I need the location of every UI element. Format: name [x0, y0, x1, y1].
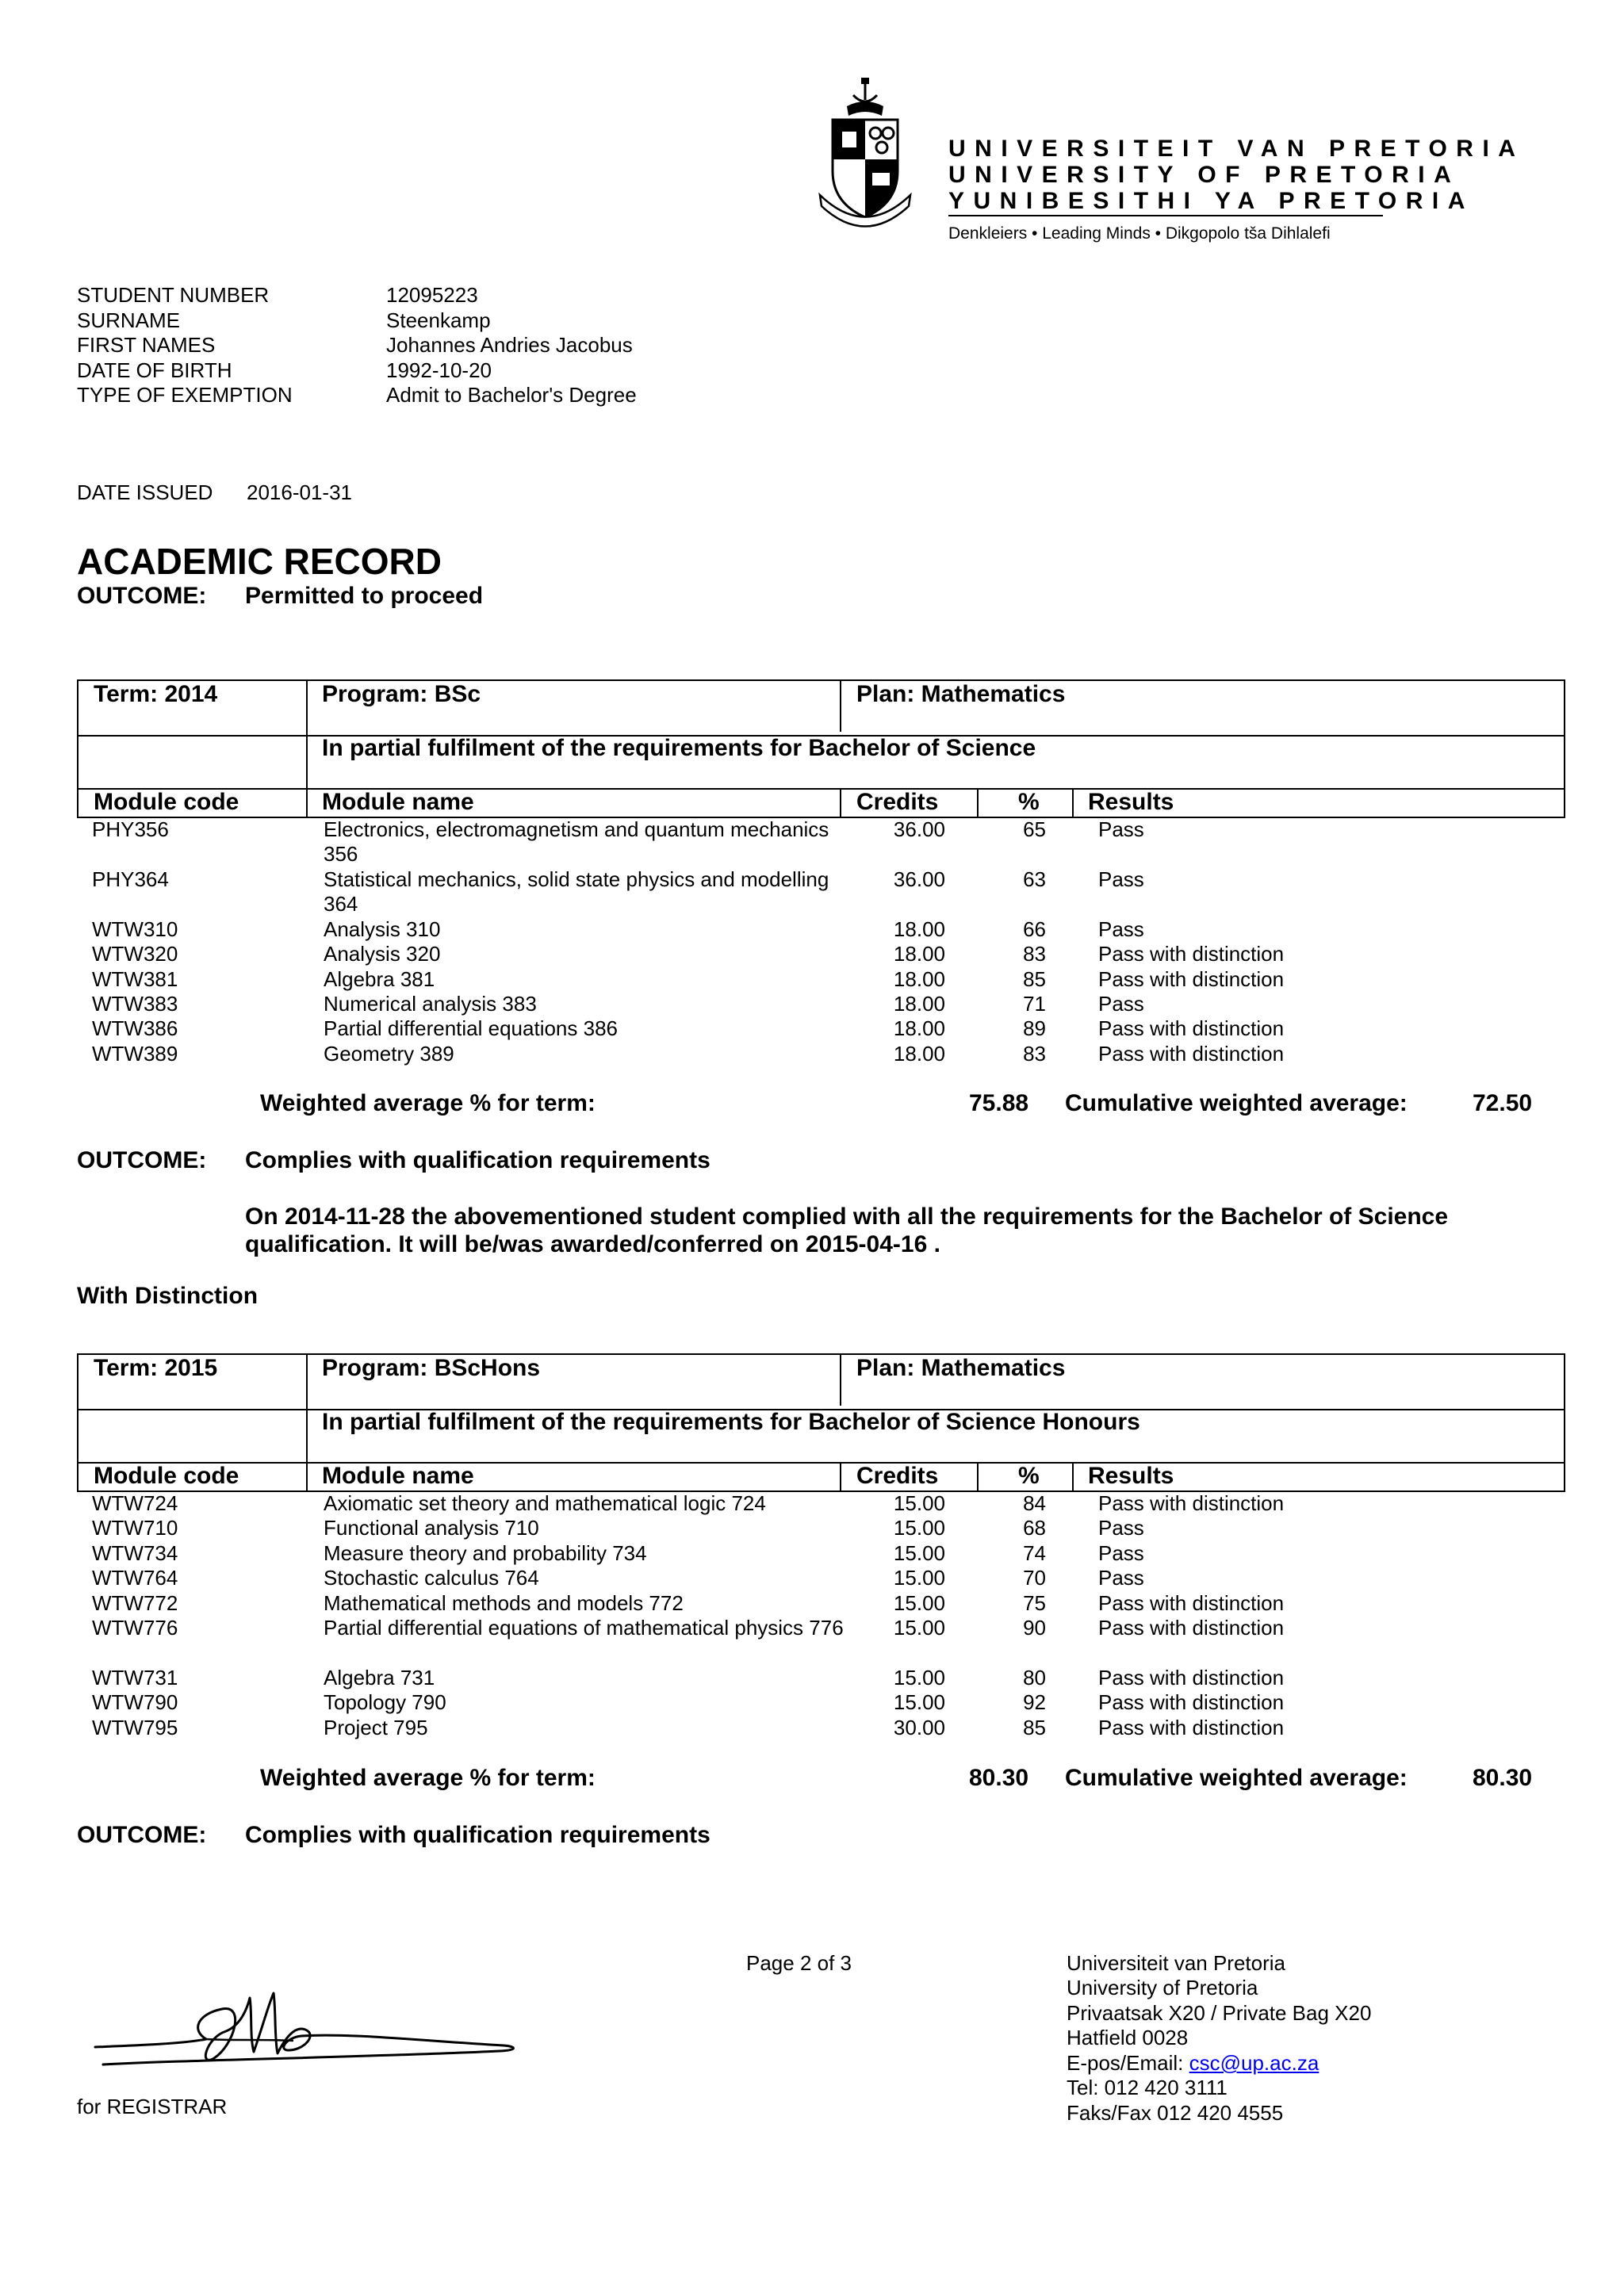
column-divider: [306, 681, 308, 817]
column-header-module-code: Module code: [94, 1463, 239, 1489]
column-divider: [1072, 1462, 1074, 1490]
column-header-results: Results: [1088, 789, 1174, 815]
address-line: Hatfield 0028: [1067, 2026, 1189, 2049]
module-result: Pass: [1098, 1541, 1144, 1565]
column-divider: [840, 1355, 841, 1406]
cumulative-average-label: Cumulative weighted average:: [1065, 1765, 1408, 1791]
module-percent: 63: [1023, 867, 1046, 891]
module-code: WTW386: [92, 1016, 178, 1040]
university-name-english: UNIVERSITY OF PRETORIA: [948, 162, 1461, 188]
date-of-birth-value: 1992-10-20: [386, 358, 492, 382]
term-row-border: [79, 1355, 1564, 1410]
distinction-note: With Distinction: [77, 1283, 259, 1309]
module-percent: 75: [1023, 1591, 1046, 1615]
module-credits: 15.00: [893, 1616, 945, 1640]
module-percent: 89: [1023, 1016, 1046, 1040]
module-code: WTW776: [92, 1616, 178, 1640]
module-percent: 92: [1023, 1690, 1046, 1714]
module-percent: 71: [1023, 992, 1046, 1016]
column-header-credits: Credits: [856, 1463, 939, 1489]
module-code: WTW734: [92, 1541, 178, 1565]
module-credits: 18.00: [893, 1016, 945, 1040]
module-credits: 15.00: [893, 1541, 945, 1565]
module-code: WTW310: [92, 917, 178, 941]
column-divider: [840, 788, 841, 817]
module-result: Pass with distinction: [1098, 1690, 1285, 1714]
university-crest-logo: [815, 76, 915, 235]
student-number-label: STUDENT NUMBER: [77, 283, 270, 307]
plan-label: Plan: Mathematics: [856, 681, 1066, 707]
address-line: Privaatsak X20 / Private Bag X20: [1067, 2001, 1372, 2025]
column-divider: [306, 1355, 308, 1490]
module-credits: 15.00: [893, 1666, 945, 1689]
module-percent: 65: [1023, 817, 1046, 841]
registrar-signature: [87, 1982, 531, 2085]
module-percent: 83: [1023, 942, 1046, 966]
module-credits: 18.00: [893, 967, 945, 991]
email-row: [1067, 2050, 1319, 2076]
address-line: University of Pretoria: [1067, 1976, 1258, 1999]
header-rule: [948, 215, 1383, 216]
module-credits: 18.00: [893, 917, 945, 941]
cumulative-average-value: 80.30: [1473, 1765, 1533, 1791]
module-result: Pass: [1098, 867, 1144, 891]
column-header-percent: %: [1018, 1463, 1040, 1489]
term-outcome-label: OUTCOME:: [77, 1822, 207, 1848]
date-of-birth-label: DATE OF BIRTH: [77, 358, 232, 382]
module-percent: 85: [1023, 1716, 1046, 1739]
module-percent: 83: [1023, 1042, 1046, 1066]
fax: Faks/Fax 012 420 4555: [1067, 2101, 1284, 2125]
module-result: Pass: [1098, 917, 1144, 941]
fulfilment-text: In partial fulfilment of the requirements for Bachelor of Science: [322, 735, 1036, 761]
weighted-average-value: 75.88: [969, 1090, 1029, 1116]
date-issued-value: 2016-01-31: [247, 480, 352, 504]
module-name: Electronics, electromagnetism and quantum mechanics 356: [324, 817, 829, 866]
module-code: WTW710: [92, 1516, 178, 1540]
module-result: Pass: [1098, 817, 1144, 841]
module-result: Pass with distinction: [1098, 1042, 1285, 1066]
module-name: Partial differential equations of mathematical physics 776: [324, 1616, 844, 1640]
module-code: WTW731: [92, 1666, 178, 1689]
module-result: Pass with distinction: [1098, 1716, 1285, 1739]
record-outcome-value: Permitted to proceed: [245, 583, 484, 609]
module-result: Pass with distinction: [1098, 1591, 1285, 1615]
university-tagline: Denkleiers • Leading Minds • Dikgopolo tša Dihlalefi: [948, 224, 1331, 243]
module-name: Partial differential equations 386: [324, 1016, 618, 1040]
module-code: WTW381: [92, 967, 178, 991]
column-divider: [1072, 788, 1074, 817]
module-name: Analysis 320: [324, 942, 441, 966]
module-name: Statistical mechanics, solid state physics and modelling 364: [324, 867, 829, 916]
module-result: Pass with distinction: [1098, 1491, 1285, 1515]
column-header-module-code: Module code: [94, 789, 239, 815]
university-name-afrikaans: UNIVERSITEIT VAN PRETORIA: [948, 136, 1525, 162]
surname-label: SURNAME: [77, 308, 181, 332]
module-credits: 30.00: [893, 1716, 945, 1739]
program-label: Program: BScHons: [322, 1355, 541, 1381]
module-credits: 15.00: [893, 1591, 945, 1615]
surname-value: Steenkamp: [386, 308, 491, 332]
term-outcome-label: OUTCOME:: [77, 1147, 207, 1173]
telephone: Tel: 012 420 3111: [1067, 2076, 1228, 2099]
module-credits: 15.00: [893, 1491, 945, 1515]
module-percent: 74: [1023, 1541, 1046, 1565]
term-2015-table: [77, 1353, 1565, 1492]
module-credits: 18.00: [893, 992, 945, 1016]
module-name: Functional analysis 710: [324, 1516, 539, 1540]
module-name: Algebra 731: [324, 1666, 435, 1689]
module-result: Pass with distinction: [1098, 1666, 1285, 1689]
email-link[interactable]: csc@up.ac.za: [1189, 2051, 1320, 2075]
record-outcome-label: OUTCOME:: [77, 583, 207, 609]
module-code: PHY356: [92, 817, 169, 841]
module-name: Measure theory and probability 734: [324, 1541, 647, 1565]
column-divider: [840, 681, 841, 732]
cumulative-average-label: Cumulative weighted average:: [1065, 1090, 1408, 1116]
page-title: ACADEMIC RECORD: [77, 541, 442, 582]
module-result: Pass with distinction: [1098, 1016, 1285, 1040]
module-code: WTW320: [92, 942, 178, 966]
first-names-label: FIRST NAMES: [77, 333, 216, 357]
module-credits: 15.00: [893, 1566, 945, 1590]
term-label: Term: 2014: [94, 681, 218, 707]
student-number-value: 12095223: [386, 283, 478, 307]
column-divider: [977, 1462, 979, 1490]
column-header-results: Results: [1088, 1463, 1174, 1489]
address-line: Universiteit van Pretoria: [1067, 1951, 1285, 1975]
column-header-credits: Credits: [856, 789, 939, 815]
module-percent: 80: [1023, 1666, 1046, 1689]
module-result: Pass: [1098, 992, 1144, 1016]
term-outcome-value: Complies with qualification requirements: [245, 1147, 710, 1173]
module-percent: 84: [1023, 1491, 1046, 1515]
program-label: Program: BSc: [322, 681, 481, 707]
plan-label: Plan: Mathematics: [856, 1355, 1066, 1381]
term-2014-table: [77, 679, 1565, 818]
module-credits: 36.00: [893, 817, 945, 841]
weighted-average-label: Weighted average % for term:: [260, 1765, 596, 1791]
page-number: Page 2 of 3: [746, 1951, 852, 1975]
university-name-sepedi: YUNIBESITHI YA PRETORIA: [948, 188, 1474, 214]
module-credits: 15.00: [893, 1690, 945, 1714]
module-name: Numerical analysis 383: [324, 992, 537, 1016]
module-name: Topology 790: [324, 1690, 446, 1714]
module-name: Project 795: [324, 1716, 428, 1739]
qualification-note-line1: On 2014-11-28 the abovementioned student complied with all the requirements for the Bachelor of Science: [245, 1203, 1449, 1230]
module-code: WTW790: [92, 1690, 178, 1714]
module-code: PHY364: [92, 867, 169, 891]
term-row-border: [79, 681, 1564, 737]
qualification-note-line2: qualification. It will be/was awarded/conferred on 2015-04-16 .: [245, 1231, 940, 1257]
fulfilment-text: In partial fulfilment of the requirements for Bachelor of Science Honours: [322, 1409, 1140, 1435]
first-names-value: Johannes Andries Jacobus: [386, 333, 633, 357]
column-divider: [977, 788, 979, 817]
module-result: Pass with distinction: [1098, 967, 1285, 991]
module-name: Stochastic calculus 764: [324, 1566, 539, 1590]
column-header-module-name: Module name: [322, 1463, 474, 1489]
module-percent: 66: [1023, 917, 1046, 941]
date-issued-label: DATE ISSUED: [77, 480, 213, 504]
module-credits: 18.00: [893, 942, 945, 966]
weighted-average-label: Weighted average % for term:: [260, 1090, 596, 1116]
column-header-percent: %: [1018, 789, 1040, 815]
module-code: WTW389: [92, 1042, 178, 1066]
column-header-module-name: Module name: [322, 789, 474, 815]
module-credits: 15.00: [893, 1516, 945, 1540]
module-code: WTW724: [92, 1491, 178, 1515]
module-code: WTW772: [92, 1591, 178, 1615]
module-percent: 85: [1023, 967, 1046, 991]
module-code: WTW383: [92, 992, 178, 1016]
module-name: Axiomatic set theory and mathematical logic 724: [324, 1491, 766, 1515]
module-name: Geometry 389: [324, 1042, 454, 1066]
module-code: WTW764: [92, 1566, 178, 1590]
module-result: Pass: [1098, 1516, 1144, 1540]
module-result: Pass with distinction: [1098, 1616, 1285, 1640]
module-percent: 70: [1023, 1566, 1046, 1590]
module-result: Pass with distinction: [1098, 942, 1285, 966]
module-code: WTW795: [92, 1716, 178, 1739]
term-label: Term: 2015: [94, 1355, 218, 1381]
module-name: Analysis 310: [324, 917, 441, 941]
module-name: Algebra 381: [324, 967, 435, 991]
term-outcome-value: Complies with qualification requirements: [245, 1822, 710, 1848]
exemption-type-value: Admit to Bachelor's Degree: [386, 383, 637, 407]
weighted-average-value: 80.30: [969, 1765, 1029, 1791]
registrar-label: for REGISTRAR: [77, 2095, 228, 2118]
column-divider: [840, 1462, 841, 1490]
module-name: Mathematical methods and models 772: [324, 1591, 684, 1615]
cumulative-average-value: 72.50: [1473, 1090, 1533, 1116]
email-label: E-pos/Email:: [1067, 2051, 1189, 2075]
module-percent: 90: [1023, 1616, 1046, 1640]
module-credits: 36.00: [893, 867, 945, 891]
module-credits: 18.00: [893, 1042, 945, 1066]
exemption-type-label: TYPE OF EXEMPTION: [77, 383, 293, 407]
module-percent: 68: [1023, 1516, 1046, 1540]
module-result: Pass: [1098, 1566, 1144, 1590]
